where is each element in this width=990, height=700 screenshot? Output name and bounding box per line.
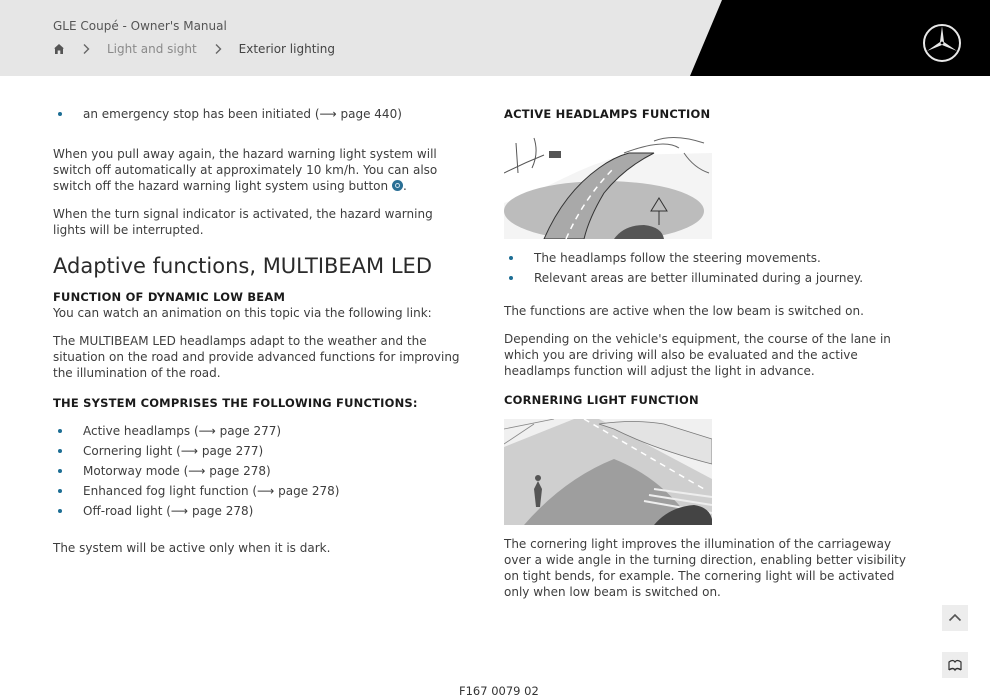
cornering-light-heading: CORNERING LIGHT FUNCTION [504, 393, 699, 407]
multibeam-description: The MULTIBEAM LED headlamps adapt to the weather and the situation on the road and provide advanced functions for improving the illumination of the road. [53, 334, 460, 380]
active-headlamps-illustration [504, 133, 712, 239]
home-icon[interactable] [53, 43, 65, 55]
function-motorway-mode[interactable]: Motorway mode (⟶ page 278) [53, 463, 468, 483]
function-cornering-light[interactable]: Cornering light (⟶ page 277) [53, 443, 468, 463]
active-equipment-paragraph: Depending on the vehicle's equipment, the course of the lane in which you are driving will also be evaluated and the active headlamps function will adjust the light in advance. [504, 332, 891, 378]
animation-link-text[interactable]: You can watch an animation on this topic via the following link: [53, 306, 432, 320]
breadcrumb [53, 42, 335, 56]
hazard-button-icon [392, 180, 403, 191]
figure-code: F167 0079 02 [459, 684, 539, 698]
functions-list [53, 423, 468, 523]
active-headlamps-list [504, 250, 920, 290]
turn-signal-paragraph: When the turn signal indicator is activated, the hazard warning lights will be interrupted. [53, 207, 433, 237]
list-item: The headlamps follow the steering movements. [504, 250, 920, 270]
function-offroad-light[interactable]: Off-road light (⟶ page 278) [53, 503, 468, 523]
breadcrumb-light-and-sight[interactable]: Light and sight [107, 42, 197, 56]
page-turn-icon [947, 657, 963, 673]
active-headlamps-heading: ACTIVE HEADLAMPS FUNCTION [504, 107, 711, 121]
page-header [0, 0, 990, 76]
emergency-stop-list [53, 106, 468, 122]
left-column [53, 106, 468, 556]
mercedes-star-logo [922, 23, 962, 63]
cornering-light-paragraph: The cornering light improves the illumination of the carriageway over a wide angle in the turning direction, enabling better visibility on tight bends, for example. The cornering light will be activated only when low beam is switched on. [504, 537, 906, 599]
chevron-right-icon [79, 42, 93, 56]
cornering-light-illustration [504, 419, 712, 525]
chevron-right-icon [211, 42, 225, 56]
section-title: Adaptive functions, MULTIBEAM LED [53, 254, 432, 278]
scroll-to-top-button[interactable] [942, 605, 968, 631]
hazard-auto-off-paragraph: When you pull away again, the hazard warning light system will switch off automatically at approximately 10 km/h. You can also switch off the hazard warning light system using button . [53, 147, 438, 193]
list-item: an emergency stop has been initiated (⟶ page 440) [53, 106, 468, 122]
breadcrumb-exterior-lighting[interactable]: Exterior lighting [238, 42, 335, 56]
page-turn-button[interactable] [942, 652, 968, 678]
function-active-headlamps[interactable]: Active headlamps (⟶ page 277) [53, 423, 468, 443]
list-item: Relevant areas are better illuminated during a journey. [504, 270, 920, 290]
manual-title: GLE Coupé - Owner's Manual [53, 19, 227, 33]
right-column [504, 106, 920, 600]
chevron-up-icon [947, 610, 963, 626]
dynamic-low-beam-heading: FUNCTION OF DYNAMIC LOW BEAM [53, 290, 286, 304]
active-when-dark-note: The system will be active only when it is dark. [53, 541, 331, 555]
function-enhanced-fog[interactable]: Enhanced fog light function (⟶ page 278) [53, 483, 468, 503]
system-functions-heading: THE SYSTEM COMPRISES THE FOLLOWING FUNCTIONS: [53, 396, 418, 410]
active-condition-paragraph: The functions are active when the low beam is switched on. [504, 304, 864, 318]
